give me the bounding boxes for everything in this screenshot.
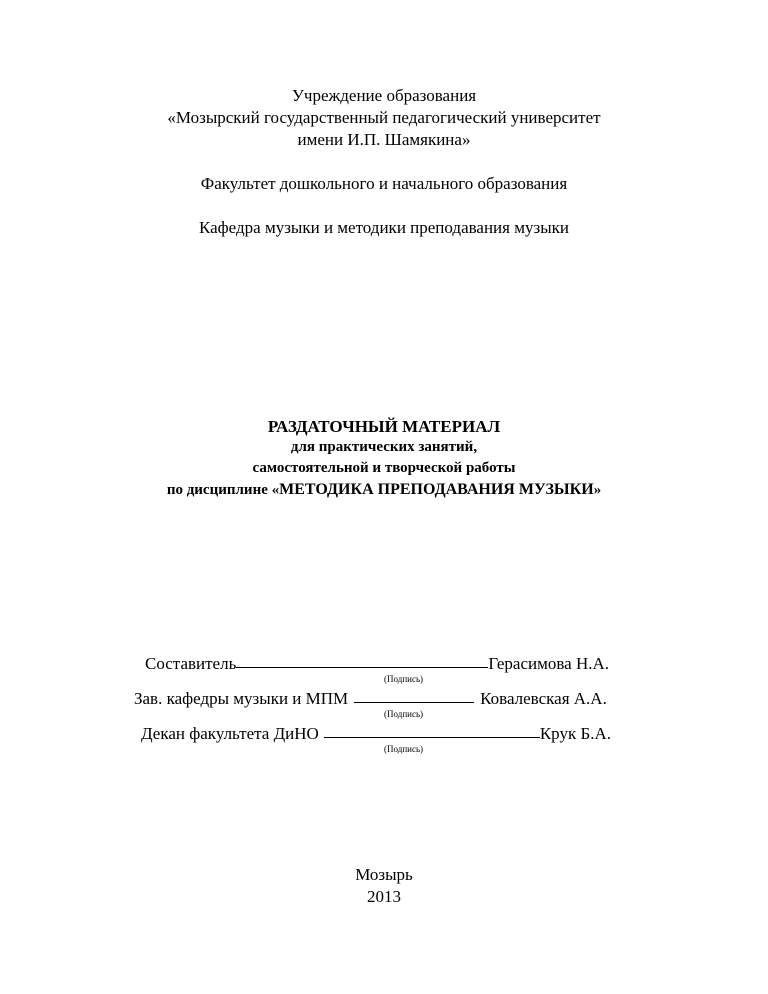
document-subtitle-2: самостоятельной и творческой работы [252,460,516,476]
department-name: Кафедра музыки и методики преподавания музыки [199,218,569,237]
subtitle-3-prefix: по дисциплине « [166,482,280,498]
year: 2013 [367,887,401,906]
document-title: РАЗДАТОЧНЫЙ МАТЕРИАЛ [267,417,501,436]
signature-role: Зав. кафедры музыки и МПМ [134,689,349,708]
signature-name: Герасимова Н.А. [488,654,610,673]
subtitle-3-suffix: » [593,482,602,498]
institution-line-3: имени И.П. Шамякина» [297,130,471,149]
institution-line-1: Учреждение образования [291,86,477,105]
signature-row-head-of-department [134,690,607,707]
signature-row-compiler [145,655,609,672]
city: Мозырь [355,865,413,884]
signature-name: Крук Б.А. [539,724,611,743]
signature-line [324,736,540,738]
faculty-name: Факультет дошкольного и начального образования [200,174,568,193]
signature-line [354,701,474,703]
signature-row-dean [141,725,611,742]
signature-caption: (Подпись) [384,709,424,719]
institution-line-2: «Мозырский государственный педагогический университет [167,108,601,127]
signature-role: Декан факультета ДиНО [141,724,319,743]
signature-caption: (Подпись) [384,674,424,684]
document-subtitle-1: для практических занятий, [290,439,478,455]
discipline-name: МЕТОДИКА ПРЕПОДАВАНИЯ МУЗЫКИ [279,481,594,498]
document-subtitle-3 [0,482,768,498]
signature-caption: (Подпись) [384,744,424,754]
signature-name: Ковалевская А.А. [480,689,607,708]
signature-line [236,666,488,668]
signature-role: Составитель [145,654,237,673]
